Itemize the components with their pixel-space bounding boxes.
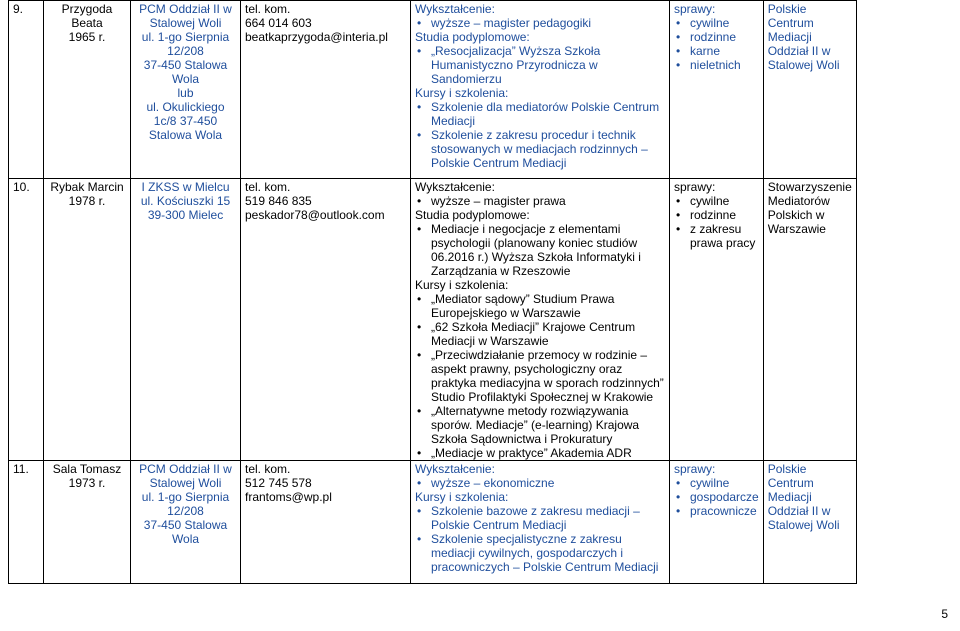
contact-line: 519 846 835: [245, 194, 312, 208]
address-cell: [131, 179, 241, 461]
bullet-item: • „Alternatywne metody rozwiązywania sporów. Mediacje” (e-learning) Krajowa Szkoła Sądownictwa i Prokuratury: [415, 404, 665, 446]
contact-cell: [241, 461, 411, 584]
organization-line: Polskie Centrum: [767, 2, 814, 30]
contact-line: tel. kom.: [245, 2, 291, 16]
contact-line: tel. kom.: [245, 462, 291, 476]
organization-cell: [763, 1, 856, 179]
bullet-item: • „Przeciwdziałanie przemocy w rodzinie – aspekt prawny, psychologiczny oraz praktyka mediacyjna w sporach rodzinnych” Studio Profilaktyki Społecznej w Krakowie: [415, 348, 665, 404]
mediator-row: [9, 1, 857, 179]
contact-line: peskador78@outlook.com: [245, 208, 385, 222]
bullet-item: • Szkolenie dla mediatorów Polskie Centrum Mediacji: [415, 100, 665, 128]
bullet-item: • wyższe – magister prawa: [415, 194, 665, 208]
bullet-item: • wyższe – ekonomiczne: [415, 476, 665, 490]
organization-line: Oddział II w: [767, 44, 831, 58]
education-heading: Wykształcenie:: [415, 2, 495, 16]
row-number: 11.: [9, 461, 44, 584]
bullet-item: • rodzinne: [674, 30, 759, 44]
address-line: Stalowa Wola: [148, 128, 223, 142]
education-cell: [411, 179, 670, 461]
organization-line: Stowarzyszenie: [767, 180, 852, 194]
bullet-item: • „Mediacje w praktyce” Akademia ADR: [415, 446, 665, 460]
name-line: Przygoda Beata: [61, 2, 113, 30]
address-line: ul. 1-go Sierpnia: [141, 30, 230, 44]
contact-line: 512 745 578: [245, 476, 312, 490]
page-number: 5: [941, 607, 948, 621]
address-line: 37-450 Stalowa: [143, 58, 228, 72]
name-line: Rybak Marcin: [50, 180, 124, 194]
bullet-item: • rodzinne: [674, 208, 759, 222]
bullet-item: • cywilne: [674, 16, 759, 30]
organization-line: Polskich w: [767, 208, 825, 222]
row-number: 9.: [9, 1, 44, 179]
name-line: 1973 r.: [68, 476, 106, 490]
address-line: ul. Okulickiego: [146, 100, 225, 114]
bullet-list: [415, 44, 665, 86]
address-line: I ZKSS w Mielcu: [141, 180, 230, 194]
mediators-table: [8, 0, 857, 584]
bullet-item: • Szkolenie z zakresu procedur i technik stosowanych w mediacjach rodzinnych – Polskie Centrum Mediacji: [415, 128, 665, 170]
name-line: Sala Tomasz: [52, 462, 122, 476]
courses-heading: Kursy i szkolenia:: [415, 278, 509, 292]
postgrad-heading: Studia podyplomowe:: [415, 208, 530, 222]
address-line: 39-300 Mielec: [147, 208, 224, 222]
address-line: PCM Oddział II w: [139, 2, 232, 16]
contact-line: beatkaprzygoda@interia.pl: [245, 30, 388, 44]
case-types-cell: [670, 461, 764, 584]
case-types-cell: [670, 1, 764, 179]
organization-line: Mediatorów: [767, 194, 830, 208]
bullet-list: [415, 476, 665, 490]
contact-line: tel. kom.: [245, 180, 291, 194]
bullet-item: • wyższe – magister pedagogiki: [415, 16, 665, 30]
mediator-name-cell: [44, 1, 131, 179]
contact-cell: [241, 179, 411, 461]
mediator-row: [9, 179, 857, 461]
bullet-item: • nieletnich: [674, 58, 759, 72]
address-line: Stalowej Woli: [149, 476, 222, 490]
mediator-name-cell: [44, 179, 131, 461]
bullet-item: • cywilne: [674, 476, 759, 490]
case-types-cell: [670, 179, 764, 461]
bullet-list: [415, 100, 665, 170]
bullet-item: • pracownicze: [674, 504, 759, 518]
address-line: ul. Kościuszki 15: [140, 194, 231, 208]
organization-line: Stalowej Woli: [767, 58, 840, 72]
bullet-list: [415, 292, 665, 460]
address-line: 37-450 Stalowa: [143, 518, 228, 532]
mediator-name-cell: [44, 461, 131, 584]
courses-heading: Kursy i szkolenia:: [415, 490, 509, 504]
education-cell: [411, 1, 670, 179]
bullet-list: [415, 16, 665, 30]
address-line: lub: [177, 86, 194, 100]
education-heading: Wykształcenie:: [415, 180, 495, 194]
bullet-item: • cywilne: [674, 194, 759, 208]
bullet-item: • „Resocjalizacja” Wyższa Szkoła Humanistyczno Przyrodnicza w Sandomierzu: [415, 44, 665, 86]
address-line: 12/208: [167, 44, 204, 58]
organization-line: Mediacji: [767, 30, 812, 44]
contact-line: frantoms@wp.pl: [245, 490, 332, 504]
bullet-item: • karne: [674, 44, 759, 58]
bullet-item: • „62 Szkoła Mediacji” Krajowe Centrum Mediacji w Warszawie: [415, 320, 665, 348]
courses-heading: Kursy i szkolenia:: [415, 86, 509, 100]
organization-cell: [763, 179, 856, 461]
address-cell: [131, 1, 241, 179]
contact-cell: [241, 1, 411, 179]
case-types-heading: sprawy:: [674, 2, 716, 16]
bullet-list: [415, 504, 665, 574]
bullet-item: • Szkolenie specjalistyczne z zakresu mediacji cywilnych, gospodarczych i pracowniczych – Polskie Centrum Mediacji: [415, 532, 665, 574]
name-line: 1978 r.: [68, 194, 106, 208]
address-line: Wola: [171, 72, 200, 86]
name-line: 1965 r.: [68, 30, 106, 44]
organization-cell: [763, 461, 856, 584]
address-line: 1c/8 37-450: [153, 114, 218, 128]
bullet-list: [674, 194, 759, 250]
address-line: ul. 1-go Sierpnia: [141, 490, 230, 504]
mediator-row: [9, 461, 857, 584]
organization-line: Stalowej Woli: [767, 518, 840, 532]
organization-line: Polskie Centrum: [767, 462, 814, 490]
bullet-item: • Mediacje i negocjacje z elementami psychologii (planowany koniec studiów 06.2016 r.) Wyższa Szkoła Informatyki i Zarządzania w Rzeszowie: [415, 222, 665, 278]
bullet-item: • z zakresu prawa pracy: [674, 222, 759, 250]
address-line: Wola: [171, 532, 200, 546]
bullet-list: [415, 194, 665, 208]
address-line: PCM Oddział II w: [139, 462, 232, 476]
case-types-heading: sprawy:: [674, 462, 716, 476]
organization-line: Warszawie: [767, 222, 826, 236]
education-cell: [411, 461, 670, 584]
address-line: 12/208: [167, 504, 204, 518]
contact-line: 664 014 603: [245, 16, 312, 30]
row-number: 10.: [9, 179, 44, 461]
organization-line: Mediacji: [767, 490, 812, 504]
bullet-item: • „Mediator sądowy” Studium Prawa Europejskiego w Warszawie: [415, 292, 665, 320]
bullet-item: • Szkolenie bazowe z zakresu mediacji – Polskie Centrum Mediacji: [415, 504, 665, 532]
case-types-heading: sprawy:: [674, 180, 716, 194]
bullet-list: [674, 16, 759, 72]
organization-line: Oddział II w: [767, 504, 831, 518]
bullet-list: [674, 476, 759, 518]
address-line: Stalowej Woli: [149, 16, 222, 30]
bullet-item: • gospodarcze: [674, 490, 759, 504]
bullet-list: [415, 222, 665, 278]
address-cell: [131, 461, 241, 584]
postgrad-heading: Studia podyplomowe:: [415, 30, 530, 44]
education-heading: Wykształcenie:: [415, 462, 495, 476]
